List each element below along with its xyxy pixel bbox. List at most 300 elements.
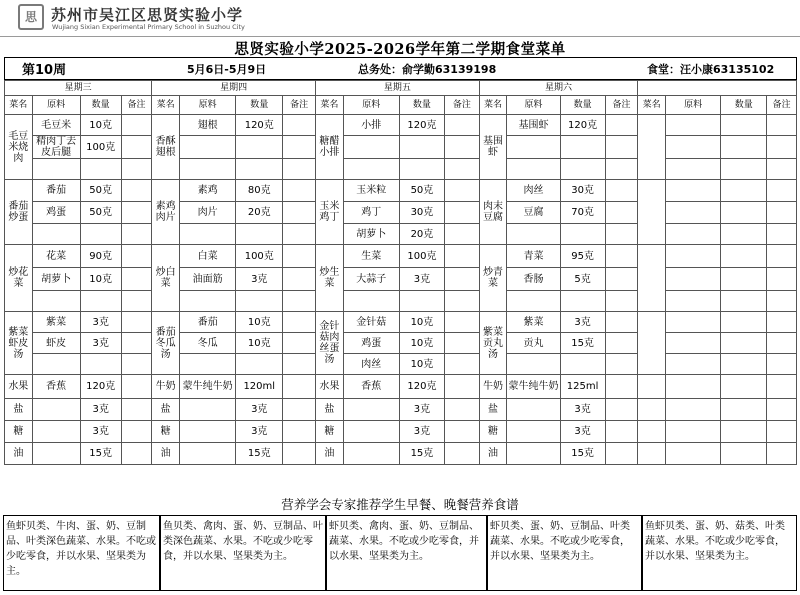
ingredient-cell: 肉丝 bbox=[343, 354, 399, 375]
note-cell bbox=[121, 115, 152, 136]
quantity-cell bbox=[560, 159, 605, 180]
note-cell bbox=[605, 443, 638, 465]
col-header-qty: 数量 bbox=[80, 96, 121, 115]
quantity-cell bbox=[721, 312, 767, 333]
ingredient-cell: 冬瓜 bbox=[179, 333, 235, 354]
ingredient-cell: 鸡蛋 bbox=[343, 333, 399, 354]
quantity-cell: 3克 bbox=[560, 312, 605, 333]
quantity-cell: 100克 bbox=[236, 245, 283, 268]
quantity-cell: 5克 bbox=[560, 268, 605, 291]
note-cell bbox=[605, 245, 638, 268]
ingredient-cell bbox=[665, 224, 720, 245]
dish-name: 油 bbox=[479, 443, 507, 465]
day-header: 星期六 bbox=[479, 81, 638, 96]
note-cell bbox=[605, 136, 638, 159]
ingredient-cell: 香蕉 bbox=[343, 375, 399, 399]
note-cell bbox=[767, 312, 797, 333]
dish-name: 番茄炒蛋 bbox=[5, 180, 33, 245]
note-cell bbox=[444, 202, 479, 224]
note-cell bbox=[767, 268, 797, 291]
ingredient-cell bbox=[507, 136, 560, 159]
ingredient-cell bbox=[665, 136, 720, 159]
note-cell bbox=[767, 443, 797, 465]
quantity-cell bbox=[560, 136, 605, 159]
note-cell bbox=[444, 421, 479, 443]
day-header: 星期三 bbox=[5, 81, 152, 96]
ingredient-cell bbox=[665, 180, 720, 202]
quantity-cell bbox=[721, 333, 767, 354]
ingredient-cell bbox=[665, 375, 720, 399]
ingredient-cell: 玉米粒 bbox=[343, 180, 399, 202]
ingredient-cell bbox=[665, 399, 720, 421]
dish-name bbox=[638, 421, 666, 443]
note-cell bbox=[121, 268, 152, 291]
school-name: 苏州市吴江区思贤实验小学 bbox=[51, 6, 244, 24]
ingredient-cell bbox=[179, 354, 235, 375]
quantity-cell bbox=[236, 291, 283, 312]
dish-name: 糖 bbox=[152, 421, 180, 443]
note-cell bbox=[283, 443, 316, 465]
ingredient-cell: 蒙牛纯牛奶 bbox=[179, 375, 235, 399]
nutrition-note: 虾贝类、蛋、奶、豆制品、叶类蔬菜、水果。不吃或少吃零食，并以水果、坚果类为主。 bbox=[487, 515, 642, 591]
dish-name bbox=[638, 312, 666, 375]
ingredient-cell bbox=[507, 224, 560, 245]
note-cell bbox=[283, 421, 316, 443]
quantity-cell bbox=[80, 224, 121, 245]
ingredient-cell bbox=[665, 268, 720, 291]
ingredient-cell bbox=[343, 291, 399, 312]
ingredient-cell bbox=[507, 399, 560, 421]
quantity-cell: 120克 bbox=[399, 375, 444, 399]
quantity-cell bbox=[236, 354, 283, 375]
dish-name: 炒青菜 bbox=[479, 245, 507, 312]
quantity-cell: 10克 bbox=[80, 268, 121, 291]
quantity-cell: 3克 bbox=[80, 312, 121, 333]
ingredient-cell bbox=[32, 399, 80, 421]
note-cell bbox=[283, 291, 316, 312]
quantity-cell: 70克 bbox=[560, 202, 605, 224]
ingredient-cell bbox=[179, 224, 235, 245]
ingredient-cell bbox=[507, 291, 560, 312]
note-cell bbox=[444, 180, 479, 202]
dish-name: 油 bbox=[316, 443, 344, 465]
quantity-cell: 10克 bbox=[399, 312, 444, 333]
quantity-cell: 3克 bbox=[236, 268, 283, 291]
ingredient-cell: 基围虾 bbox=[507, 115, 560, 136]
canteen-contact: 食堂：汪小康63135102 bbox=[647, 63, 775, 76]
note-cell bbox=[767, 245, 797, 268]
ingredient-cell bbox=[179, 291, 235, 312]
quantity-cell bbox=[721, 354, 767, 375]
col-header-note: 备注 bbox=[767, 96, 797, 115]
dish-name: 盐 bbox=[316, 399, 344, 421]
quantity-cell bbox=[236, 159, 283, 180]
quantity-cell bbox=[721, 115, 767, 136]
dish-name: 金针菇肉丝蛋汤 bbox=[316, 312, 344, 375]
col-header-ingredient: 原料 bbox=[32, 96, 80, 115]
note-cell bbox=[605, 399, 638, 421]
note-cell bbox=[444, 115, 479, 136]
ingredient-cell bbox=[665, 354, 720, 375]
ingredient-cell: 鸡丁 bbox=[343, 202, 399, 224]
ingredient-cell: 香蕉 bbox=[32, 375, 80, 399]
office-contact: 总务处：俞学勤63139198 bbox=[358, 63, 497, 76]
quantity-cell bbox=[80, 159, 121, 180]
ingredient-cell bbox=[665, 159, 720, 180]
dish-name: 紫菜贡丸汤 bbox=[479, 312, 507, 375]
ingredient-cell: 豆腐 bbox=[507, 202, 560, 224]
quantity-cell bbox=[399, 291, 444, 312]
quantity-cell: 125ml bbox=[560, 375, 605, 399]
quantity-cell: 90克 bbox=[80, 245, 121, 268]
ingredient-cell bbox=[507, 159, 560, 180]
note-cell bbox=[121, 245, 152, 268]
note-cell bbox=[283, 115, 316, 136]
note-cell bbox=[444, 443, 479, 465]
col-header-qty: 数量 bbox=[560, 96, 605, 115]
note-cell bbox=[121, 180, 152, 202]
quantity-cell: 15克 bbox=[236, 443, 283, 465]
note-cell bbox=[121, 421, 152, 443]
ingredient-cell: 金针菇 bbox=[343, 312, 399, 333]
col-header-dish: 菜名 bbox=[638, 96, 666, 115]
ingredient-cell: 毛豆米 bbox=[32, 115, 80, 136]
note-cell bbox=[767, 115, 797, 136]
quantity-cell bbox=[721, 421, 767, 443]
ingredient-cell bbox=[665, 245, 720, 268]
quantity-cell: 3克 bbox=[80, 333, 121, 354]
quantity-cell: 15克 bbox=[560, 443, 605, 465]
dish-name: 玉米鸡丁 bbox=[316, 180, 344, 245]
quantity-cell bbox=[399, 136, 444, 159]
nutrition-note: 鱼虾贝类、牛肉、蛋、奶、豆制品、叶类深色蔬菜、水果。不吃或少吃零食，并以水果、坚果类为主。 bbox=[3, 515, 160, 591]
school-logo bbox=[18, 4, 278, 34]
quantity-cell bbox=[560, 354, 605, 375]
ingredient-cell bbox=[343, 443, 399, 465]
ingredient-cell bbox=[343, 399, 399, 421]
note-cell bbox=[121, 399, 152, 421]
note-cell bbox=[121, 136, 152, 159]
note-cell bbox=[283, 202, 316, 224]
ingredient-cell: 肉片 bbox=[179, 202, 235, 224]
ingredient-cell bbox=[32, 224, 80, 245]
note-cell bbox=[767, 354, 797, 375]
dish-name: 香酥翅根 bbox=[152, 115, 180, 180]
ingredient-cell: 花菜 bbox=[32, 245, 80, 268]
ingredient-cell bbox=[665, 443, 720, 465]
ingredient-cell bbox=[507, 354, 560, 375]
dish-name: 紫菜虾皮汤 bbox=[5, 312, 33, 375]
week-number: 第10周 bbox=[22, 63, 67, 78]
dish-name: 牛奶 bbox=[152, 375, 180, 399]
col-header-qty: 数量 bbox=[236, 96, 283, 115]
dish-name: 糖 bbox=[316, 421, 344, 443]
ingredient-cell bbox=[179, 443, 235, 465]
note-cell bbox=[283, 312, 316, 333]
ingredient-cell: 虾皮 bbox=[32, 333, 80, 354]
ingredient-cell: 素鸡 bbox=[179, 180, 235, 202]
note-cell bbox=[767, 136, 797, 159]
quantity-cell: 80克 bbox=[236, 180, 283, 202]
col-header-qty: 数量 bbox=[399, 96, 444, 115]
note-cell bbox=[605, 202, 638, 224]
col-header-note: 备注 bbox=[121, 96, 152, 115]
nutrition-note: 鱼虾贝类、蛋、奶、菇类、叶类蔬菜、水果。不吃或少吃零食，并以水果、坚果类为主。 bbox=[642, 515, 797, 591]
quantity-cell: 120ml bbox=[236, 375, 283, 399]
nutrition-note: 虾贝类、禽肉、蛋、奶、豆制品、蔬菜、水果。不吃或少吃零食，并以水果、坚果类为主。 bbox=[326, 515, 487, 591]
ingredient-cell: 翅根 bbox=[179, 115, 235, 136]
nutrition-note: 鱼贝类、禽肉、蛋、奶、豆制品、叶类深色蔬菜、水果。不吃或少吃零食，并以水果、坚果类为主。 bbox=[160, 515, 326, 591]
date-range: 5月6日-5月9日 bbox=[187, 63, 267, 76]
quantity-cell bbox=[399, 159, 444, 180]
col-header-dish: 菜名 bbox=[316, 96, 344, 115]
ingredient-cell bbox=[343, 136, 399, 159]
quantity-cell bbox=[236, 136, 283, 159]
dish-name bbox=[638, 115, 666, 180]
dish-name: 油 bbox=[152, 443, 180, 465]
dish-name: 水果 bbox=[316, 375, 344, 399]
col-header-ingredient: 原料 bbox=[179, 96, 235, 115]
menu-title: 思贤实验小学2025-2026学年第二学期食堂菜单 bbox=[234, 41, 566, 58]
dish-name bbox=[638, 375, 666, 399]
dish-name: 牛奶 bbox=[479, 375, 507, 399]
note-cell bbox=[605, 159, 638, 180]
dish-name bbox=[638, 399, 666, 421]
ingredient-cell bbox=[32, 291, 80, 312]
note-cell bbox=[444, 354, 479, 375]
quantity-cell: 100克 bbox=[399, 245, 444, 268]
col-header-dish: 菜名 bbox=[152, 96, 180, 115]
dish-name: 盐 bbox=[152, 399, 180, 421]
col-header-ingredient: 原料 bbox=[507, 96, 560, 115]
quantity-cell: 3克 bbox=[80, 399, 121, 421]
note-cell bbox=[444, 399, 479, 421]
ingredient-cell bbox=[665, 333, 720, 354]
col-header-note: 备注 bbox=[444, 96, 479, 115]
quantity-cell: 20克 bbox=[399, 224, 444, 245]
ingredient-cell bbox=[179, 399, 235, 421]
ingredient-cell: 蒙牛纯牛奶 bbox=[507, 375, 560, 399]
quantity-cell: 10克 bbox=[236, 333, 283, 354]
note-cell bbox=[605, 375, 638, 399]
note-cell bbox=[444, 291, 479, 312]
quantity-cell: 3克 bbox=[236, 421, 283, 443]
ingredient-cell: 小排 bbox=[343, 115, 399, 136]
note-cell bbox=[283, 136, 316, 159]
ingredient-cell: 白菜 bbox=[179, 245, 235, 268]
day-header bbox=[638, 81, 797, 96]
ingredient-cell bbox=[32, 421, 80, 443]
quantity-cell bbox=[721, 180, 767, 202]
quantity-cell: 30克 bbox=[399, 202, 444, 224]
quantity-cell bbox=[721, 268, 767, 291]
ingredient-cell: 紫菜 bbox=[32, 312, 80, 333]
dish-name: 毛豆米烧肉 bbox=[5, 115, 33, 180]
quantity-cell bbox=[721, 375, 767, 399]
ingredient-cell: 胡萝卜 bbox=[343, 224, 399, 245]
ingredient-cell bbox=[507, 421, 560, 443]
note-cell bbox=[283, 375, 316, 399]
note-cell bbox=[121, 333, 152, 354]
quantity-cell: 30克 bbox=[560, 180, 605, 202]
quantity-cell bbox=[721, 136, 767, 159]
note-cell bbox=[444, 375, 479, 399]
quantity-cell: 15克 bbox=[560, 333, 605, 354]
quantity-cell bbox=[721, 202, 767, 224]
quantity-cell: 3克 bbox=[560, 421, 605, 443]
day-header: 星期四 bbox=[152, 81, 316, 96]
quantity-cell: 3克 bbox=[399, 399, 444, 421]
dish-name: 基围虾 bbox=[479, 115, 507, 180]
quantity-cell bbox=[560, 291, 605, 312]
note-cell bbox=[605, 224, 638, 245]
dish-name: 素鸡肉片 bbox=[152, 180, 180, 245]
note-cell bbox=[767, 159, 797, 180]
note-cell bbox=[121, 354, 152, 375]
note-cell bbox=[283, 159, 316, 180]
quantity-cell bbox=[80, 354, 121, 375]
col-header-qty: 数量 bbox=[721, 96, 767, 115]
col-header-note: 备注 bbox=[283, 96, 316, 115]
quantity-cell: 120克 bbox=[399, 115, 444, 136]
note-cell bbox=[444, 136, 479, 159]
dish-name: 油 bbox=[5, 443, 33, 465]
ingredient-cell: 贡丸 bbox=[507, 333, 560, 354]
quantity-cell bbox=[721, 291, 767, 312]
ingredient-cell bbox=[343, 159, 399, 180]
col-header-ingredient: 原料 bbox=[665, 96, 720, 115]
note-cell bbox=[444, 312, 479, 333]
ingredient-cell bbox=[32, 443, 80, 465]
quantity-cell: 50克 bbox=[80, 202, 121, 224]
note-cell bbox=[121, 224, 152, 245]
ingredient-cell: 胡萝卜 bbox=[32, 268, 80, 291]
quantity-cell: 3克 bbox=[236, 399, 283, 421]
ingredient-cell bbox=[665, 312, 720, 333]
ingredient-cell bbox=[179, 159, 235, 180]
quantity-cell bbox=[721, 159, 767, 180]
dish-name: 肉末豆腐 bbox=[479, 180, 507, 245]
note-cell bbox=[605, 291, 638, 312]
quantity-cell: 3克 bbox=[80, 421, 121, 443]
note-cell bbox=[283, 245, 316, 268]
quantity-cell: 3克 bbox=[560, 399, 605, 421]
note-cell bbox=[121, 291, 152, 312]
ingredient-cell: 肉丝 bbox=[507, 180, 560, 202]
quantity-cell: 100克 bbox=[80, 136, 121, 159]
note-cell bbox=[121, 159, 152, 180]
note-cell bbox=[605, 268, 638, 291]
quantity-cell: 3克 bbox=[399, 268, 444, 291]
note-cell bbox=[444, 245, 479, 268]
ingredient-cell: 精肉丁去皮后腿 bbox=[32, 136, 80, 159]
ingredient-cell bbox=[179, 421, 235, 443]
quantity-cell bbox=[236, 224, 283, 245]
quantity-cell: 120克 bbox=[236, 115, 283, 136]
ingredient-cell bbox=[665, 421, 720, 443]
ingredient-cell bbox=[665, 115, 720, 136]
ingredient-cell: 香肠 bbox=[507, 268, 560, 291]
note-cell bbox=[121, 375, 152, 399]
ingredient-cell bbox=[32, 354, 80, 375]
note-cell bbox=[605, 180, 638, 202]
quantity-cell bbox=[721, 399, 767, 421]
quantity-cell: 120克 bbox=[560, 115, 605, 136]
quantity-cell: 15克 bbox=[80, 443, 121, 465]
dish-name: 糖 bbox=[479, 421, 507, 443]
quantity-cell bbox=[721, 245, 767, 268]
ingredient-cell bbox=[343, 421, 399, 443]
quantity-cell: 10克 bbox=[399, 354, 444, 375]
quantity-cell: 3克 bbox=[399, 421, 444, 443]
note-cell bbox=[605, 354, 638, 375]
quantity-cell: 15克 bbox=[399, 443, 444, 465]
ingredient-cell: 油面筋 bbox=[179, 268, 235, 291]
note-cell bbox=[283, 224, 316, 245]
dish-name: 糖醋小排 bbox=[316, 115, 344, 180]
ingredient-cell bbox=[665, 291, 720, 312]
ingredient-cell bbox=[179, 136, 235, 159]
note-cell bbox=[605, 115, 638, 136]
school-seal-icon: 思 bbox=[18, 4, 44, 30]
note-cell bbox=[767, 333, 797, 354]
dish-name: 盐 bbox=[5, 399, 33, 421]
ingredient-cell: 青菜 bbox=[507, 245, 560, 268]
note-cell bbox=[283, 354, 316, 375]
note-cell bbox=[767, 399, 797, 421]
note-cell bbox=[767, 375, 797, 399]
note-cell bbox=[121, 443, 152, 465]
dish-name bbox=[638, 443, 666, 465]
note-cell bbox=[444, 159, 479, 180]
note-cell bbox=[283, 399, 316, 421]
dish-name: 水果 bbox=[5, 375, 33, 399]
quantity-cell bbox=[80, 291, 121, 312]
quantity-cell: 20克 bbox=[236, 202, 283, 224]
note-cell bbox=[444, 268, 479, 291]
note-cell bbox=[605, 333, 638, 354]
dish-name: 番茄冬瓜汤 bbox=[152, 312, 180, 375]
ingredient-cell: 鸡蛋 bbox=[32, 202, 80, 224]
col-header-dish: 菜名 bbox=[479, 96, 507, 115]
quantity-cell: 50克 bbox=[399, 180, 444, 202]
note-cell bbox=[767, 180, 797, 202]
note-cell bbox=[767, 421, 797, 443]
dish-name bbox=[638, 180, 666, 245]
header-divider bbox=[0, 36, 800, 37]
quantity-cell bbox=[721, 443, 767, 465]
ingredient-cell: 大蒜子 bbox=[343, 268, 399, 291]
quantity-cell bbox=[721, 224, 767, 245]
quantity-cell bbox=[560, 224, 605, 245]
ingredient-cell: 番茄 bbox=[32, 180, 80, 202]
quantity-cell: 50克 bbox=[80, 180, 121, 202]
note-cell bbox=[767, 224, 797, 245]
quantity-cell: 10克 bbox=[80, 115, 121, 136]
note-cell bbox=[767, 291, 797, 312]
note-cell bbox=[605, 312, 638, 333]
note-cell bbox=[121, 312, 152, 333]
quantity-cell: 120克 bbox=[80, 375, 121, 399]
note-cell bbox=[444, 224, 479, 245]
note-cell bbox=[605, 421, 638, 443]
col-header-dish: 菜名 bbox=[5, 96, 33, 115]
note-cell bbox=[444, 333, 479, 354]
day-header: 星期五 bbox=[316, 81, 480, 96]
note-cell bbox=[283, 268, 316, 291]
quantity-cell: 10克 bbox=[236, 312, 283, 333]
col-header-note: 备注 bbox=[605, 96, 638, 115]
